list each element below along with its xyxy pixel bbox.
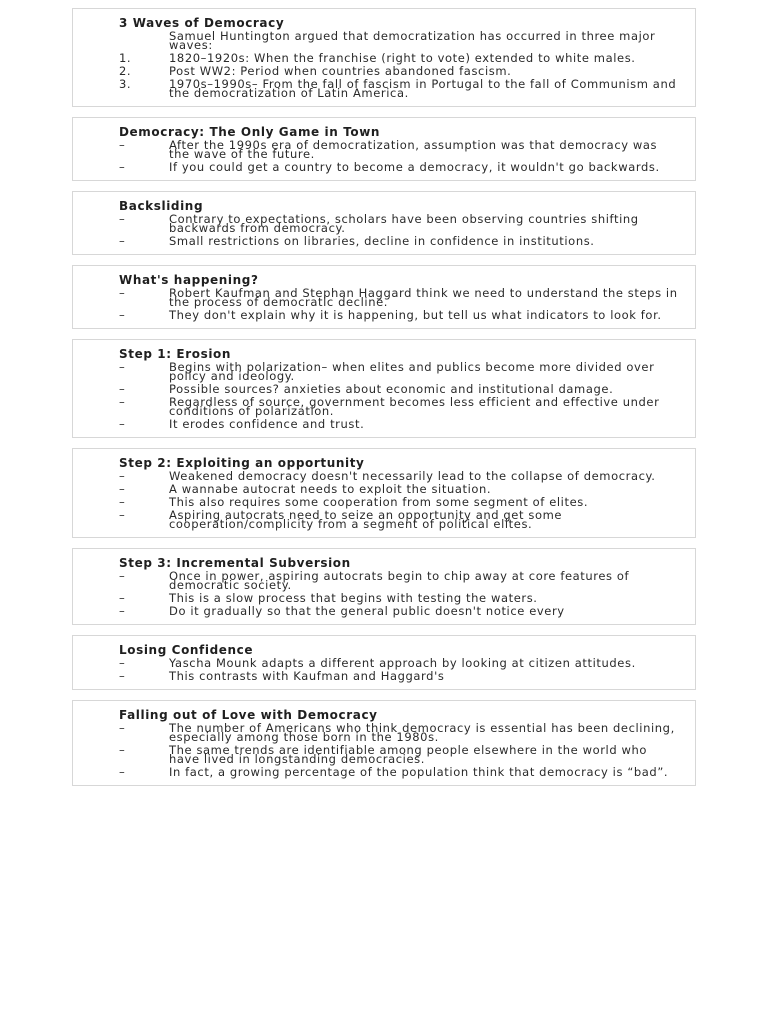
section-title: Falling out of Love with Democracy: [119, 708, 378, 722]
section-backsliding: [72, 191, 696, 255]
notes-page: [72, 8, 696, 796]
list-marker: –: [119, 469, 126, 483]
section-step-1-erosion: [72, 339, 696, 438]
list-marker: –: [119, 604, 126, 618]
list-marker: –: [119, 212, 126, 226]
list-item-text: Post WW2: Period when countries abandoned fascism.: [169, 64, 512, 78]
list-item-text: Begins with polarization– when elites and publics become more divided over policy and ideology.: [169, 360, 655, 383]
list-item: [119, 51, 679, 65]
list-marker: –: [119, 721, 126, 735]
list-item: [119, 286, 679, 309]
list-marker: –: [119, 765, 126, 779]
list-marker: –: [119, 395, 126, 409]
section-whats-happening: [72, 265, 696, 329]
section-title: Democracy: The Only Game in Town: [119, 125, 381, 139]
list-marker: –: [119, 382, 126, 396]
list-item: [119, 508, 679, 531]
list-item-text: Small restrictions on libraries, decline in confidence in institutions.: [169, 234, 595, 248]
section-three-waves: [72, 8, 696, 107]
section-list: [119, 360, 679, 431]
list-item-text: Do it gradually so that the general public doesn't notice every: [169, 604, 565, 618]
list-item: [119, 469, 679, 483]
list-marker: 2.: [119, 64, 132, 78]
list-marker: –: [119, 417, 126, 431]
list-item: [119, 77, 679, 100]
list-item: [119, 138, 679, 161]
list-item-text: Samuel Huntington argued that democratization has occurred in three major waves:: [169, 29, 656, 52]
list-marker: –: [119, 743, 126, 757]
list-item: [119, 743, 679, 766]
list-item: [119, 604, 679, 618]
list-item: [119, 395, 679, 418]
section-title: Backsliding: [119, 199, 204, 213]
section-losing-confidence: [72, 635, 696, 690]
list-item-text: Yascha Mounk adapts a different approach by looking at citizen attitudes.: [169, 656, 636, 670]
section-title: Step 3: Incremental Subversion: [119, 556, 351, 570]
list-item: [119, 765, 679, 779]
list-marker: –: [119, 508, 126, 522]
list-item-text: Robert Kaufman and Stephan Haggard think we need to understand the steps in the process of democratic decline.: [169, 286, 678, 309]
list-marker: –: [119, 591, 126, 605]
section-list: [119, 656, 679, 683]
list-item-text: In fact, a growing percentage of the population think that democracy is “bad”.: [169, 765, 669, 779]
list-item-text: The number of Americans who think democracy is essential has been declining, especially among those born in the 1980s.: [169, 721, 675, 744]
list-marker: –: [119, 360, 126, 374]
list-item: [119, 360, 679, 383]
list-item: [119, 160, 679, 174]
list-item: [119, 669, 679, 683]
list-marker: –: [119, 656, 126, 670]
section-step-3-subversion: [72, 548, 696, 625]
list-item: [119, 417, 679, 431]
section-list: [119, 138, 679, 174]
list-item-text: The same trends are identifiable among people elsewhere in the world who have lived in longstanding democracies.: [169, 743, 648, 766]
list-marker: 1.: [119, 51, 132, 65]
list-item-text: Aspiring autocrats need to seize an opportunity and get some cooperation/complicity from a segment of political elites.: [169, 508, 563, 531]
list-item: [119, 591, 679, 605]
list-item: [119, 656, 679, 670]
list-item-text: They don't explain why it is happening, but tell us what indicators to look for.: [169, 308, 662, 322]
list-marker: 3.: [119, 77, 132, 91]
section-list: [119, 569, 679, 618]
list-marker: –: [119, 234, 126, 248]
list-item-text: A wannabe autocrat needs to exploit the situation.: [169, 482, 492, 496]
list-item-text: 1970s–1990s– From the fall of fascism in Portugal to the fall of Communism and the democratization of Latin America.: [169, 77, 677, 100]
section-only-game-in-town: [72, 117, 696, 181]
list-item-text: This contrasts with Kaufman and Haggard's: [169, 669, 445, 683]
list-item-text: Once in power, aspiring autocrats begin to chip away at core features of democratic society.: [169, 569, 630, 592]
list-item: [119, 495, 679, 509]
list-item: [119, 482, 679, 496]
list-marker: –: [119, 286, 126, 300]
list-item-text: It erodes confidence and trust.: [169, 417, 365, 431]
list-item: [119, 212, 679, 235]
list-item-text: Possible sources? anxieties about economic and institutional damage.: [169, 382, 614, 396]
list-marker: –: [119, 569, 126, 583]
list-marker: –: [119, 160, 126, 174]
list-item-text: 1820–1920s: When the franchise (right to vote) extended to white males.: [169, 51, 636, 65]
section-title: What's happening?: [119, 273, 259, 287]
section-title: Step 1: Erosion: [119, 347, 232, 361]
section-list: [119, 29, 679, 100]
list-marker: –: [119, 308, 126, 322]
list-item: [119, 308, 679, 322]
section-list: [119, 212, 679, 248]
list-item: [119, 64, 679, 78]
section-list: [119, 721, 679, 779]
section-step-2-opportunity: [72, 448, 696, 538]
list-marker: –: [119, 138, 126, 152]
list-marker: –: [119, 669, 126, 683]
list-item: [119, 234, 679, 248]
list-marker: –: [119, 495, 126, 509]
section-title: 3 Waves of Democracy: [119, 16, 285, 30]
list-item: [119, 569, 679, 592]
list-item-text: Weakened democracy doesn't necessarily lead to the collapse of democracy.: [169, 469, 656, 483]
section-falling-out-of-love: [72, 700, 696, 786]
list-item-text: This also requires some cooperation from some segment of elites.: [169, 495, 589, 509]
section-title: Losing Confidence: [119, 643, 254, 657]
section-list: [119, 286, 679, 322]
list-item-text: Regardless of source, government becomes less efficient and effective under conditions of polarization.: [169, 395, 660, 418]
list-item-text: If you could get a country to become a democracy, it wouldn't go backwards.: [169, 160, 660, 174]
list-item-text: This is a slow process that begins with testing the waters.: [169, 591, 538, 605]
list-item: [119, 721, 679, 744]
section-list: [119, 469, 679, 531]
section-title: Step 2: Exploiting an opportunity: [119, 456, 365, 470]
list-marker: –: [119, 482, 126, 496]
list-item-text: After the 1990s era of democratization, assumption was that democracy was the wave of the future.: [169, 138, 658, 161]
list-item: [119, 29, 679, 52]
list-item: [119, 382, 679, 396]
list-item-text: Contrary to expectations, scholars have been observing countries shifting backwards from democracy.: [169, 212, 639, 235]
